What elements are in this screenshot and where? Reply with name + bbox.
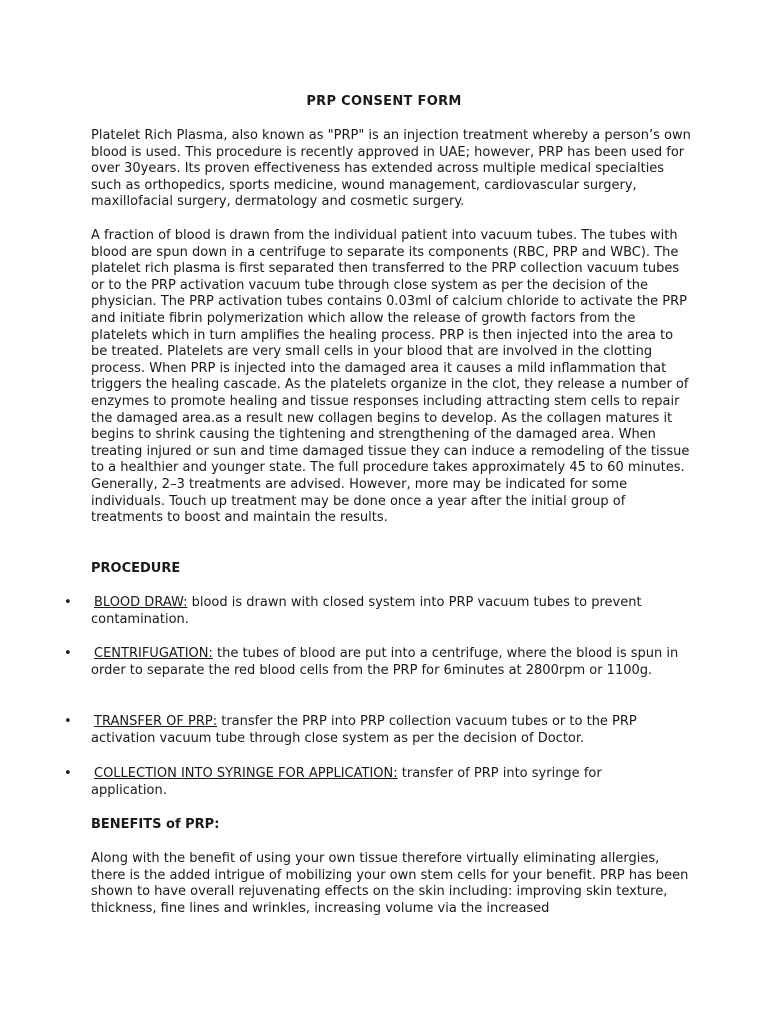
list-item-label: BLOOD DRAW: [94,595,188,610]
list-item-body: transfer of PRP into syringe for application. [91,766,602,798]
list-item-text [91,766,681,799]
bullet-icon: • [64,766,72,781]
benefits-paragraph: Along with the benefit of using your own tissue therefore virtually eliminating allergies, there is the added intrigue of mobilizing your own stem cells for your benefit. PRP has been shown to have overall rejuvenating effects on the skin including: improving skin texture, thickness, fine lines and wrinkles, increasing volume via the increased [91,851,689,916]
list-item-body: the tubes of blood are put into a centrifuge, where the blood is spun in order to separate the red blood cells from the PRP for 6minutes at 2800rpm or 1100g. [91,646,679,678]
bullet-icon: • [64,646,72,661]
list-item-label: COLLECTION INTO SYRINGE FOR APPLICATION: [94,766,398,781]
procedure-heading: PROCEDURE [91,561,181,576]
list-item-body: transfer the PRP into PRP collection vacuum tubes or to the PRP activation vacuum tube through close system as per the decision of Doctor. [91,714,637,746]
bullet-icon: • [64,714,72,729]
page-title: PRP CONSENT FORM [306,94,462,109]
list-item-label: CENTRIFUGATION: [94,646,213,661]
intro-paragraph: Platelet Rich Plasma, also known as "PRP" is an injection treatment whereby a person’s own blood is used. This procedure is recently approved in UAE; however, PRP has been used for over 30years. Its proven effectiveness has extended across multiple medical specialties such as orthopedics, sports medicine, wound management, cardiovascular surgery, maxillofacial surgery, dermatology and cosmetic surgery. [91,128,691,210]
benefits-heading: BENEFITS of PRP: [91,817,220,832]
list-item-body: blood is drawn with closed system into PRP vacuum tubes to prevent contamination. [91,595,642,627]
description-paragraph: A fraction of blood is drawn from the individual patient into vacuum tubes. The tubes with blood are spun down in a centrifuge to separate its components (RBC, PRP and WBC). The platelet rich plasma is first separated then transferred to the PRP collection vacuum tubes or to the PRP activation vacuum tube through close system as per the decision of the physician. The PRP activation tubes contains 0.03ml of calcium chloride to activate the PRP and initiate fibrin polymerization which allow the release of growth factors from the platelets which in turn amplifies the healing process. PRP is then injected into the area to be treated. Platelets are very small cells in your blood that are involved in the clotting process. When PRP is injected into the damaged area it causes a mild inflammation that triggers the healing cascade. As the platelets organize in the clot, they release a number of enzymes to promote healing and tissue responses including attracting stem cells to repair the damaged area.as a result new collagen begins to develop. As the collagen matures it begins to shrink causing the tightening and strengthening of the damaged area. When treating injured or sun and time damaged tissue they can induce a remodeling of the tissue to a healthier and younger state. The full procedure takes approximately 45 to 60 minutes. Generally, 2–3 treatments are advised. However, more may be indicated for some individuals. Touch up treatment may be done once a year after the initial group of treatments to boost and maintain the results. [91,228,690,526]
bullet-icon: • [64,595,72,610]
list-item-label: TRANSFER OF PRP: [94,714,218,729]
list-item-text [91,646,681,679]
list-item-text [91,595,681,628]
list-item-text [91,714,681,747]
